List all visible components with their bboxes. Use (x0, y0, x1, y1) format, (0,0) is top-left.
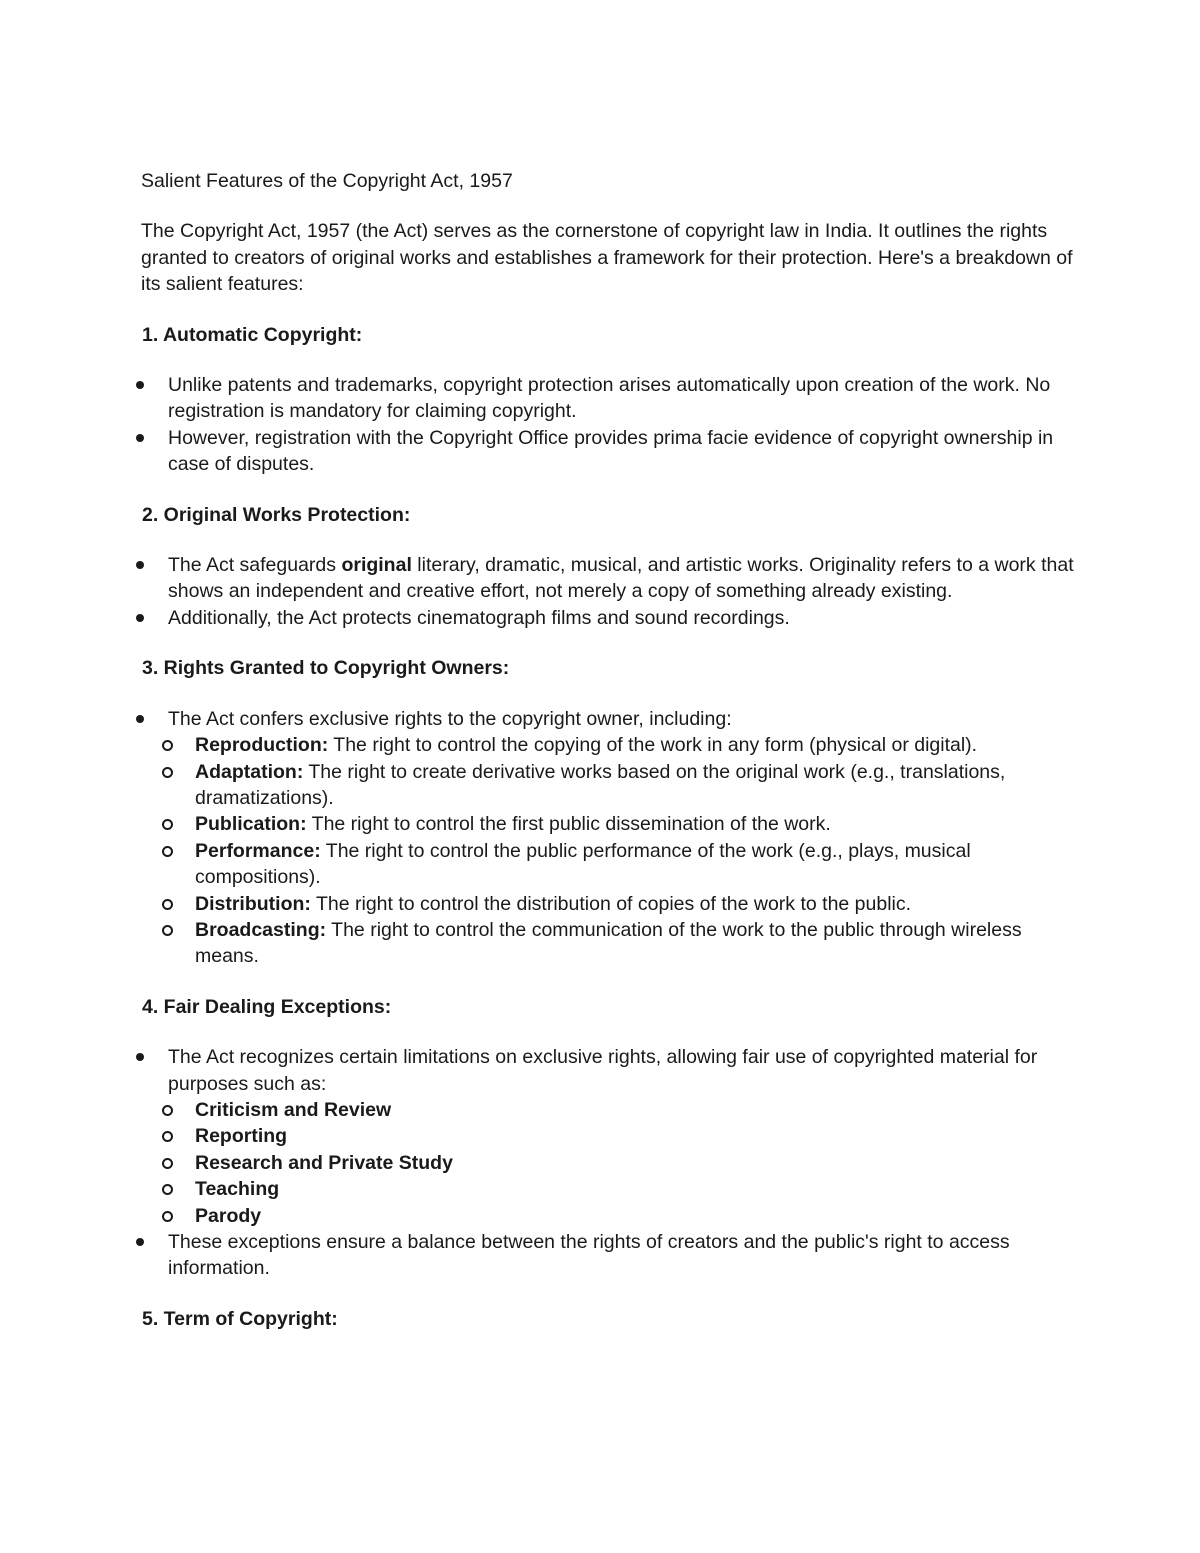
list-item (141, 1229, 1081, 1282)
sub-item-text: The right to control the communication of the work to the public through wireless means. (195, 918, 1022, 968)
section-original-works (141, 502, 1081, 632)
hollow-bullet-icon (162, 1158, 173, 1169)
section-rights-granted (141, 655, 1081, 969)
sub-item-text: The right to control the distribution of copies of the work to the public. (310, 892, 912, 915)
bullet-icon (136, 561, 144, 569)
list-item (141, 372, 1081, 425)
list-item (141, 706, 1081, 970)
list-item (141, 552, 1081, 605)
list-item (141, 1044, 1081, 1229)
list-item-text: However, registration with the Copyright Office provides prima facie evidence of copyright ownership in case of disputes. (168, 426, 1054, 476)
sub-list (168, 1097, 1081, 1229)
section-heading: 5. Term of Copyright: (142, 1307, 338, 1330)
list-item-text-after: literary, dramatic, musical, and artistic works. Originality refers to a work that shows an independent and creative effort, not merely a copy of something already existing. (168, 554, 1074, 603)
section-automatic-copyright (141, 322, 1081, 478)
sub-item-text: The right to control the first public dissemination of the work. (306, 813, 831, 836)
bullet-icon (136, 1053, 144, 1061)
hollow-bullet-icon (162, 1105, 173, 1116)
sub-list-item (168, 1176, 1081, 1202)
sub-list-item (168, 1150, 1081, 1176)
bullet-list (141, 1044, 1081, 1282)
sub-list-item (168, 838, 1081, 891)
list-item-text-before: The Act safeguards (168, 554, 342, 577)
bullet-icon (136, 715, 144, 723)
sub-item-term: Performance: (195, 839, 321, 862)
bullet-list (141, 552, 1081, 631)
sub-list-item (168, 1097, 1081, 1123)
sub-item-text: The right to control the public performance of the work (e.g., plays, musical compositions). (195, 839, 971, 889)
sub-item-term: Distribution: (195, 892, 311, 915)
list-item-text: Unlike patents and trademarks, copyright protection arises automatically upon creation of the work. No registration is mandatory for claiming copyright. (168, 374, 1051, 423)
sub-list-item (168, 759, 1081, 812)
sub-item-term: Teaching (195, 1178, 280, 1201)
sub-item-term: Reporting (195, 1125, 288, 1148)
sub-item-term: Parody (195, 1204, 262, 1227)
section-fair-dealing (141, 994, 1081, 1282)
sub-item-term: Publication: (195, 813, 307, 836)
document-title: Salient Features of the Copyright Act, 1957 (141, 170, 513, 192)
sub-item-term: Adaptation: (195, 760, 304, 783)
list-item (141, 605, 1081, 631)
list-item-text: The Act confers exclusive rights to the copyright owner, including: (168, 707, 732, 730)
sub-item-text: The right to control the copying of the work in any form (physical or digital). (328, 734, 978, 757)
list-item-emphasis: original (341, 554, 412, 577)
section-heading: 3. Rights Granted to Copyright Owners: (142, 657, 510, 680)
sub-item-term: Reproduction: (195, 734, 329, 757)
hollow-bullet-icon (162, 819, 173, 830)
bullet-list (141, 706, 1081, 970)
hollow-bullet-icon (162, 1131, 173, 1142)
sub-list-item (168, 811, 1081, 837)
hollow-bullet-icon (162, 899, 173, 910)
sub-item-text: The right to create derivative works based on the original work (e.g., translations, dramatizations). (195, 760, 1006, 809)
intro-paragraph: The Copyright Act, 1957 (the Act) serves as the cornerstone of copyright law in India. It outlines the rights granted to creators of original works and establishes a framework for their protection. Here's a breakdown of its salient features: (141, 220, 1073, 296)
sub-item-term: Broadcasting: (195, 918, 327, 941)
bullet-icon (136, 1238, 144, 1246)
sub-list-item (168, 1203, 1081, 1229)
section-heading: 4. Fair Dealing Exceptions: (142, 995, 392, 1018)
section-heading: 1. Automatic Copyright: (142, 323, 363, 346)
hollow-bullet-icon (162, 846, 173, 857)
sub-item-term: Criticism and Review (195, 1098, 392, 1121)
section-term-of-copyright (141, 1306, 1081, 1332)
hollow-bullet-icon (162, 925, 173, 936)
list-item-text: The Act recognizes certain limitations on exclusive rights, allowing fair use of copyrighted material for purposes such as: (168, 1046, 1038, 1095)
list-item-text: Additionally, the Act protects cinematograph films and sound recordings. (168, 606, 790, 629)
bullet-icon (136, 381, 144, 389)
list-item-text: These exceptions ensure a balance between the rights of creators and the public's right to access information. (168, 1231, 1010, 1280)
document-page (141, 168, 1081, 1332)
sub-item-term: Research and Private Study (195, 1151, 453, 1174)
bullet-icon (136, 434, 144, 442)
section-heading: 2. Original Works Protection: (142, 503, 411, 526)
hollow-bullet-icon (162, 740, 173, 751)
sub-list-item (168, 1123, 1081, 1149)
sub-list-item (168, 917, 1081, 970)
sub-list (168, 732, 1081, 970)
bullet-icon (136, 614, 144, 622)
bullet-list (141, 372, 1081, 478)
hollow-bullet-icon (162, 1184, 173, 1195)
sub-list-item (168, 732, 1081, 758)
hollow-bullet-icon (162, 767, 173, 778)
hollow-bullet-icon (162, 1211, 173, 1222)
list-item (141, 425, 1081, 478)
sub-list-item (168, 891, 1081, 917)
